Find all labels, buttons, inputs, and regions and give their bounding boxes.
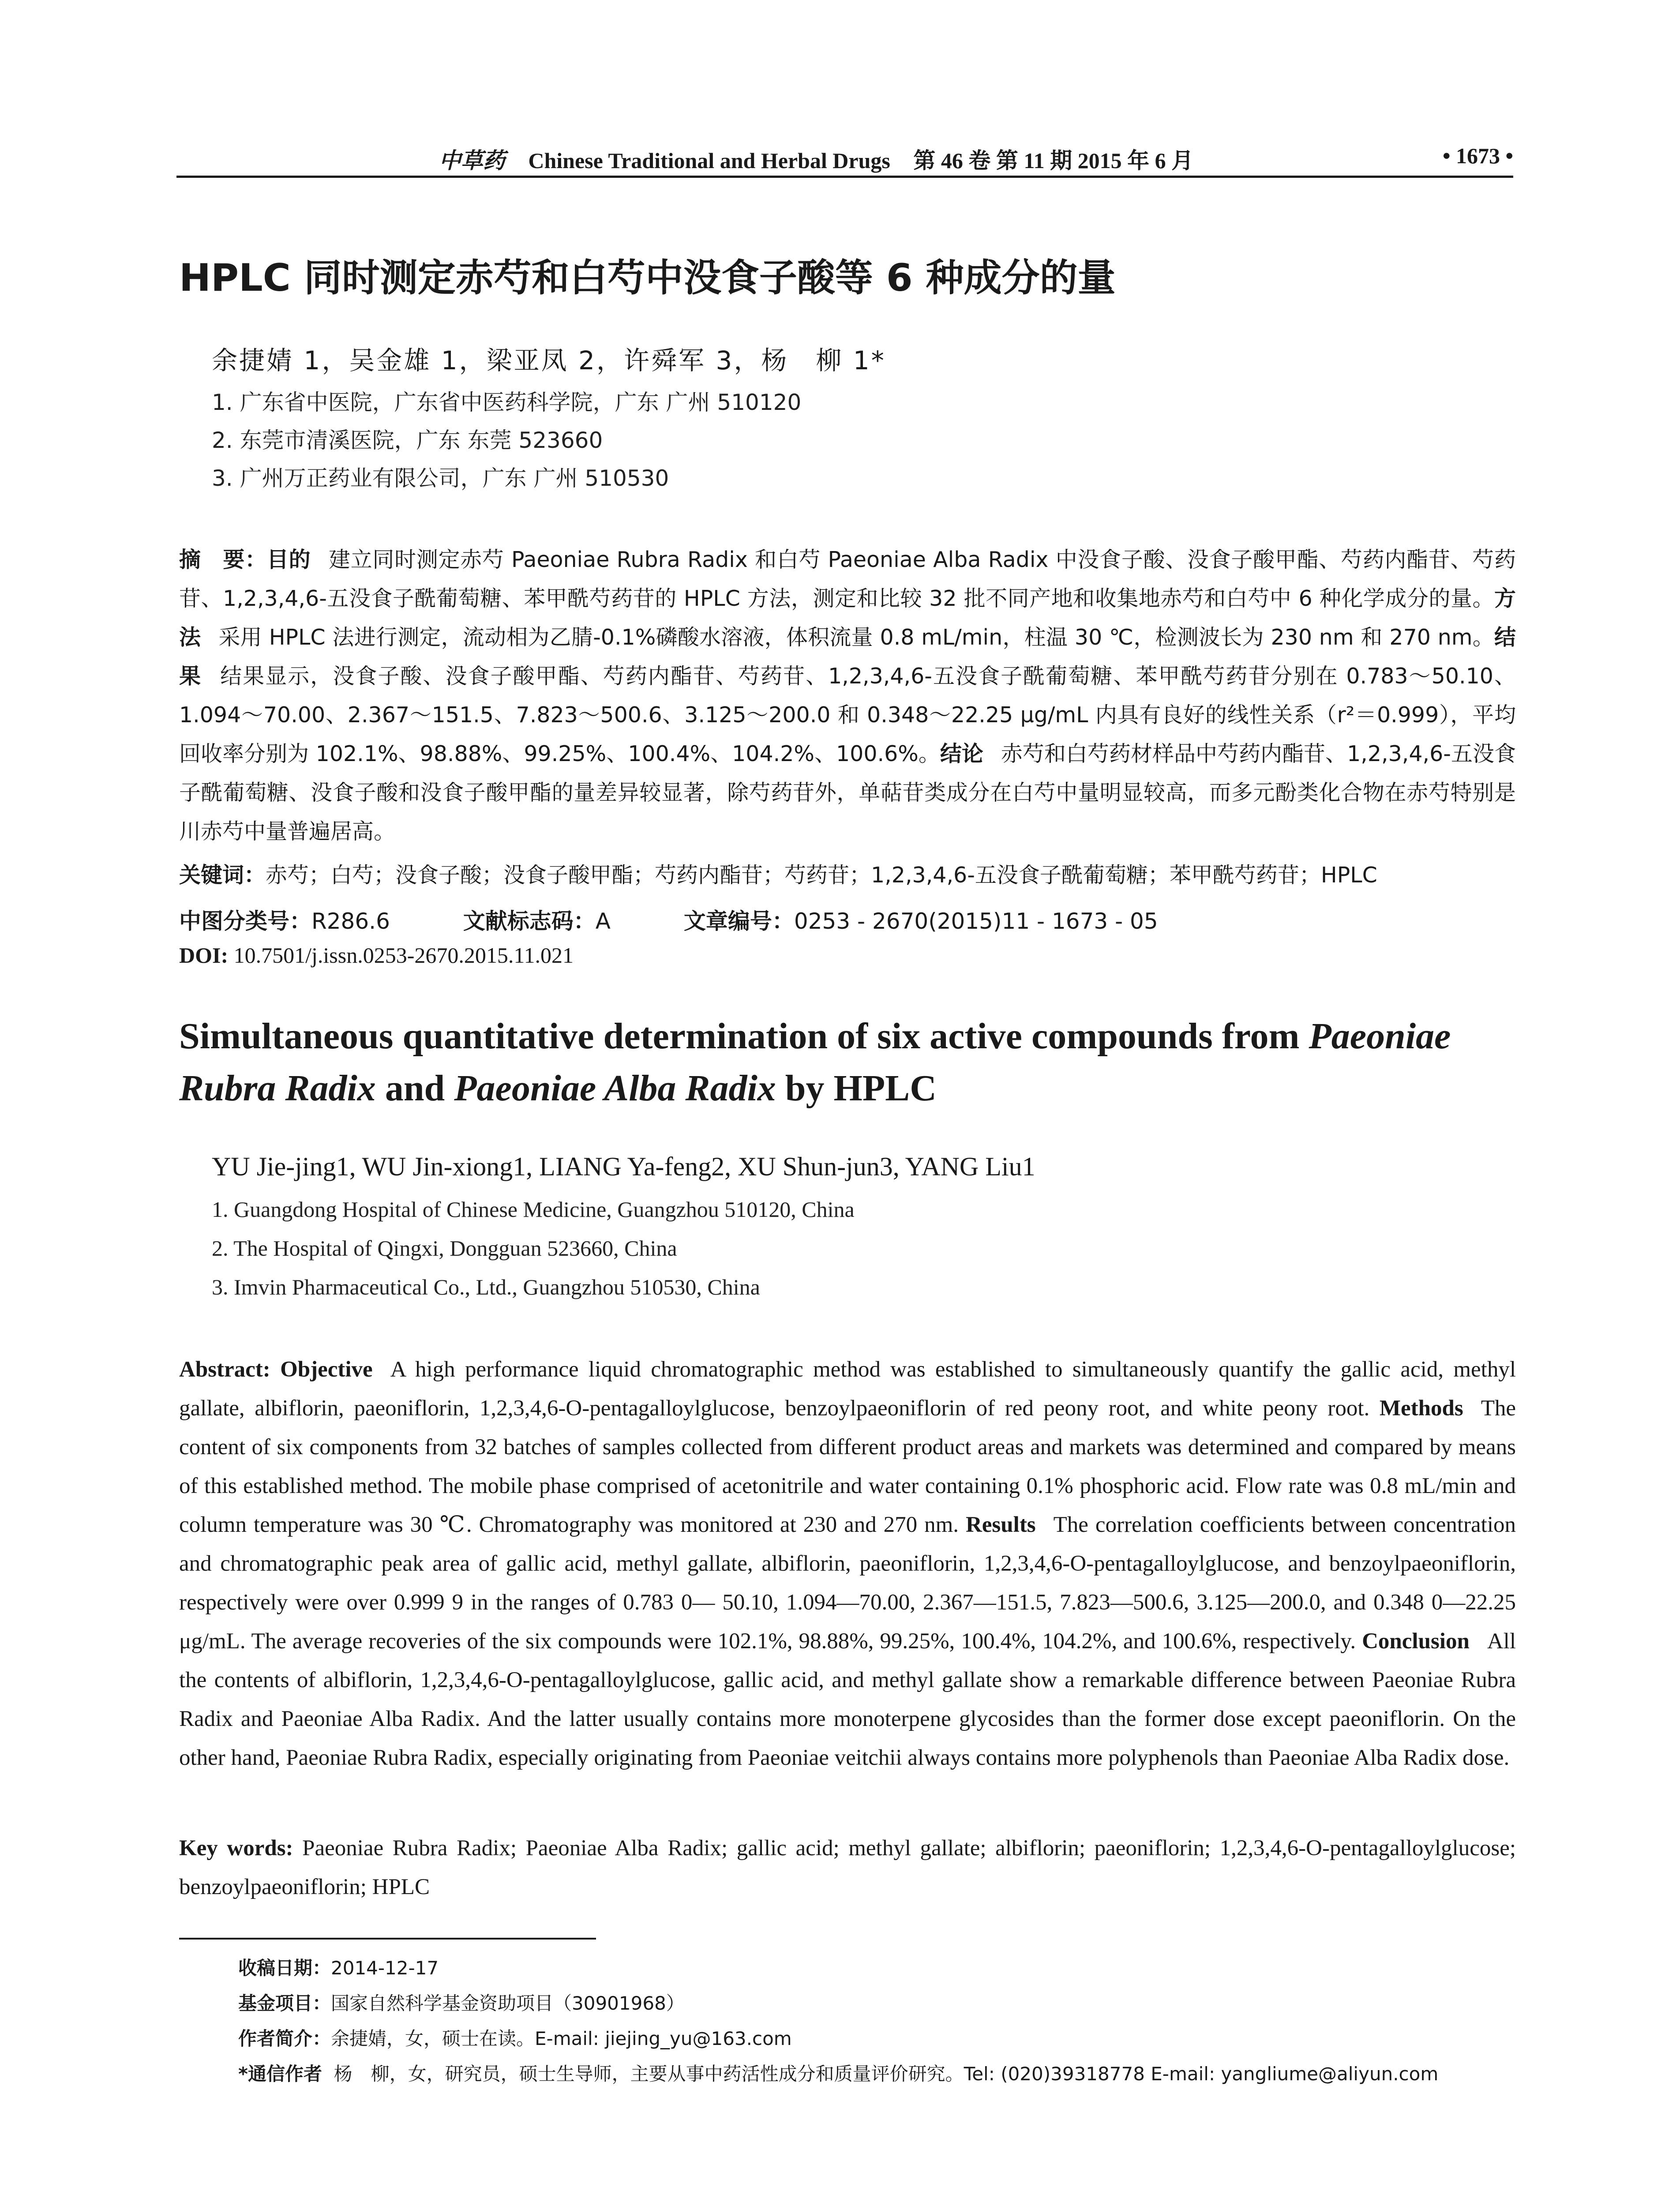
chinese-affiliation-1: 1. 广东省中医院，广东省中医药科学院，广东 广州 510120 <box>212 390 802 415</box>
english-affiliation-3: 3. Imvin Pharmaceutical Co., Ltd., Guangzhou 510530, China <box>212 1275 760 1299</box>
article-number-label: 文章编号： <box>683 908 794 934</box>
english-title-text: Simultaneous quantitative determination of six active compounds from <box>179 1016 1309 1057</box>
conclusion-label: Conclusion <box>1362 1629 1470 1654</box>
conclusion-label: 结论 <box>940 741 983 766</box>
objective-text: A high performance liquid chromatographic method was established to simultaneously quantify the gallic acid, methyl gallate, albiflorin, paeoniflorin, 1,2,3,4,6-O-pentagalloylglucose, benzoylpaeoniflorin of red peony root, and white peony root. <box>179 1357 1516 1421</box>
corresponding-label: *通信作者 <box>238 2063 322 2085</box>
clc-label: 中图分类号： <box>179 908 311 934</box>
journal-name: Chinese Traditional and Herbal Drugs <box>528 148 890 173</box>
chinese-keywords <box>179 856 1516 895</box>
journal-logo: 中草药 <box>439 147 505 173</box>
abstract-label: Abstract: <box>179 1357 270 1382</box>
results-text: 结果显示，没食子酸、没食子酸甲酯、芍药内酯苷、芍药苷、1,2,3,4,6-五没食子酰葡萄糖、苯甲酰芍药苷分别在 0.783～50.10、1.094～70.00、2.367～151.5、7.823～500.6、3.125～200.0 和 0.348～22.25 μg/mL 内具有良好的线性关系（r²＝0.999），平均回收率分别为 102.1%、98.88%、99.25%、100.4%、104.2%、100.6%。 <box>179 664 1516 766</box>
doi-line <box>179 942 574 968</box>
footnote-divider <box>179 1938 596 1940</box>
results-label: Results <box>965 1512 1036 1537</box>
methods-text: 采用 HPLC 法进行测定，流动相为乙腈-0.1%磷酸水溶液，体积流量 0.8 mL/min，柱温 30 ℃，检测波长为 230 nm 和 270 nm。 <box>218 625 1494 650</box>
classification-line <box>179 904 1224 935</box>
footnote-fund <box>238 1989 685 2015</box>
doccode-value: A <box>595 908 611 934</box>
doccode-label: 文献标志码： <box>463 908 596 934</box>
english-title-text: and <box>375 1068 454 1109</box>
footnote-author <box>238 2024 792 2051</box>
results-label: 结果 <box>179 625 1516 689</box>
chinese-affiliation-2: 2. 东莞市清溪医院，广东 东莞 523660 <box>212 428 603 453</box>
chinese-authors: 余捷婧 1，吴金雄 1，梁亚凤 2，许舜军 3，杨 柳 1* <box>212 345 886 375</box>
conclusion-text: 赤芍和白芍药材样品中芍药内酯苷、1,2,3,4,6-五没食子酰葡萄糖、没食子酸和没食子酸甲酯的量差异较显著，除芍药苷外，单萜苷类成分在白芍中量明显较高，而多元酚类化合物在赤芍特别是川赤芍中量普遍居高。 <box>179 741 1516 844</box>
objective-label: Objective <box>280 1357 373 1382</box>
chinese-title: HPLC 同时测定赤芍和白芍中没食子酸等 6 种成分的量 <box>179 256 1116 300</box>
english-authors: YU Jie-jing1, WU Jin-xiong1, LIANG Ya-feng2, XU Shun-jun3, YANG Liu1 <box>212 1152 1035 1181</box>
keywords-label: Key words: <box>179 1836 293 1861</box>
author-label: 作者简介： <box>238 2028 331 2049</box>
english-title-species-2: Paeoniae Alba Radix <box>454 1068 776 1109</box>
running-header <box>176 140 1513 178</box>
methods-text: The content of six components from 32 batches of samples collected from different product areas and markets was determined and compared by means of this established method. The mobile phase comprised of acetonitrile and water containing 0.1% phosphoric acid. Flow rate was 0.8 mL/min and column temperature was 30 ℃. Chromatography was monitored at 230 and 270 nm. <box>179 1396 1516 1537</box>
english-affiliation-1: 1. Guangdong Hospital of Chinese Medicine, Guangzhou 510120, China <box>212 1197 855 1222</box>
fund-text: 国家自然科学基金资助项目（30901968） <box>331 1992 685 2014</box>
english-affiliation-2: 2. The Hospital of Qingxi, Dongguan 523660, China <box>212 1236 677 1261</box>
methods-label: 方法 <box>179 586 1516 650</box>
english-abstract <box>179 1350 1516 1777</box>
methods-label: Methods <box>1379 1396 1463 1421</box>
running-header-text <box>176 143 1456 175</box>
english-title-text: by HPLC <box>776 1068 937 1109</box>
objective-text: 建立同时测定赤芍 Paeoniae Rubra Radix 和白芍 Paeoniae Alba Radix 中没食子酸、没食子酸甲酯、芍药内酯苷、芍药苷、1,2,3,4,6-五没食子酰葡萄糖、苯甲酰芍药苷的 HPLC 方法，测定和比较 32 批不同产地和收集地赤芍和白芍中 6 种化学成分的量。 <box>179 547 1516 611</box>
footnote-corresponding <box>238 2060 1438 2086</box>
english-title <box>179 1010 1516 1114</box>
abstract-label: 摘 要： <box>179 547 267 572</box>
english-title-species-1: Paeoniae Rubra Radix <box>179 1016 1451 1109</box>
results-text: The correlation coefficients between concentration and chromatographic peak area of gallic acid, methyl gallate, albiflorin, paeoniflorin, 1,2,3,4,6-O-pentagalloylglucose, and benzoylpaeoniflorin, respectively were over 0.999 9 in the ranges of 0.783 0— 50.10, 1.094—70.00, 2.367—151.5, 7.823—500.6, 3.125—200.0, and 0.348 0—22.25 μg/mL. The average recoveries of the six compounds were 102.1%, 98.88%, 99.25%, 100.4%, 104.2%, and 100.6%, respectively. <box>179 1512 1516 1654</box>
corresponding-text: 杨 柳，女，研究员，硕士生导师，主要从事中药活性成分和质量评价研究。Tel: (020)39318778 E-mail: yangliume@aliyun.com <box>334 2063 1439 2085</box>
keywords-text: 赤芍；白芍；没食子酸；没食子酸甲酯；芍药内酯苷；芍药苷；1,2,3,4,6-五没食子酰葡萄糖；苯甲酰芍药苷；HPLC <box>266 863 1377 888</box>
page-number: • 1673 • <box>1442 143 1513 168</box>
clc-value: R286.6 <box>311 908 390 934</box>
keywords-text: Paeoniae Rubra Radix; Paeoniae Alba Radix; gallic acid; methyl gallate; albiflorin; paeoniflorin; 1,2,3,4,6-O-pentagalloylglucose; benzoylpaeoniflorin; HPLC <box>179 1836 1516 1899</box>
received-label: 收稿日期： <box>238 1957 331 1979</box>
chinese-abstract <box>179 540 1516 851</box>
english-keywords <box>179 1829 1516 1906</box>
conclusion-text: All the contents of albiflorin, 1,2,3,4,6-O-pentagalloylglucose, gallic acid, and methyl gallate show a remarkable difference between Paeoniae Rubra Radix and Paeoniae Alba Radix. And the latter usually contains more monoterpene glycosides than the former dose except paeoniflorin. On the other hand, Paeoniae Rubra Radix, especially originating from Paeoniae veitchii always contains more polyphenols than Paeoniae Alba Radix dose. <box>179 1629 1516 1770</box>
author-text: 余捷婧，女，硕士在读。E-mail: jiejing_yu@163.com <box>331 2028 792 2049</box>
footnote-received <box>238 1954 439 1980</box>
chinese-affiliation-3: 3. 广州万正药业有限公司，广东 广州 510530 <box>212 465 669 491</box>
keywords-label: 关键词： <box>179 863 266 888</box>
received-date: 2014-12-17 <box>331 1957 439 1979</box>
article-number-value: 0253 - 2670(2015)11 - 1673 - 05 <box>794 908 1158 934</box>
doi-label: DOI: <box>179 943 229 968</box>
doi-value: 10.7501/j.issn.0253-2670.2015.11.021 <box>233 943 574 968</box>
issue-info: 第 46 卷 第 11 期 2015 年 6 月 <box>913 148 1194 173</box>
fund-label: 基金项目： <box>238 1992 331 2014</box>
objective-label: 目的 <box>266 547 311 572</box>
